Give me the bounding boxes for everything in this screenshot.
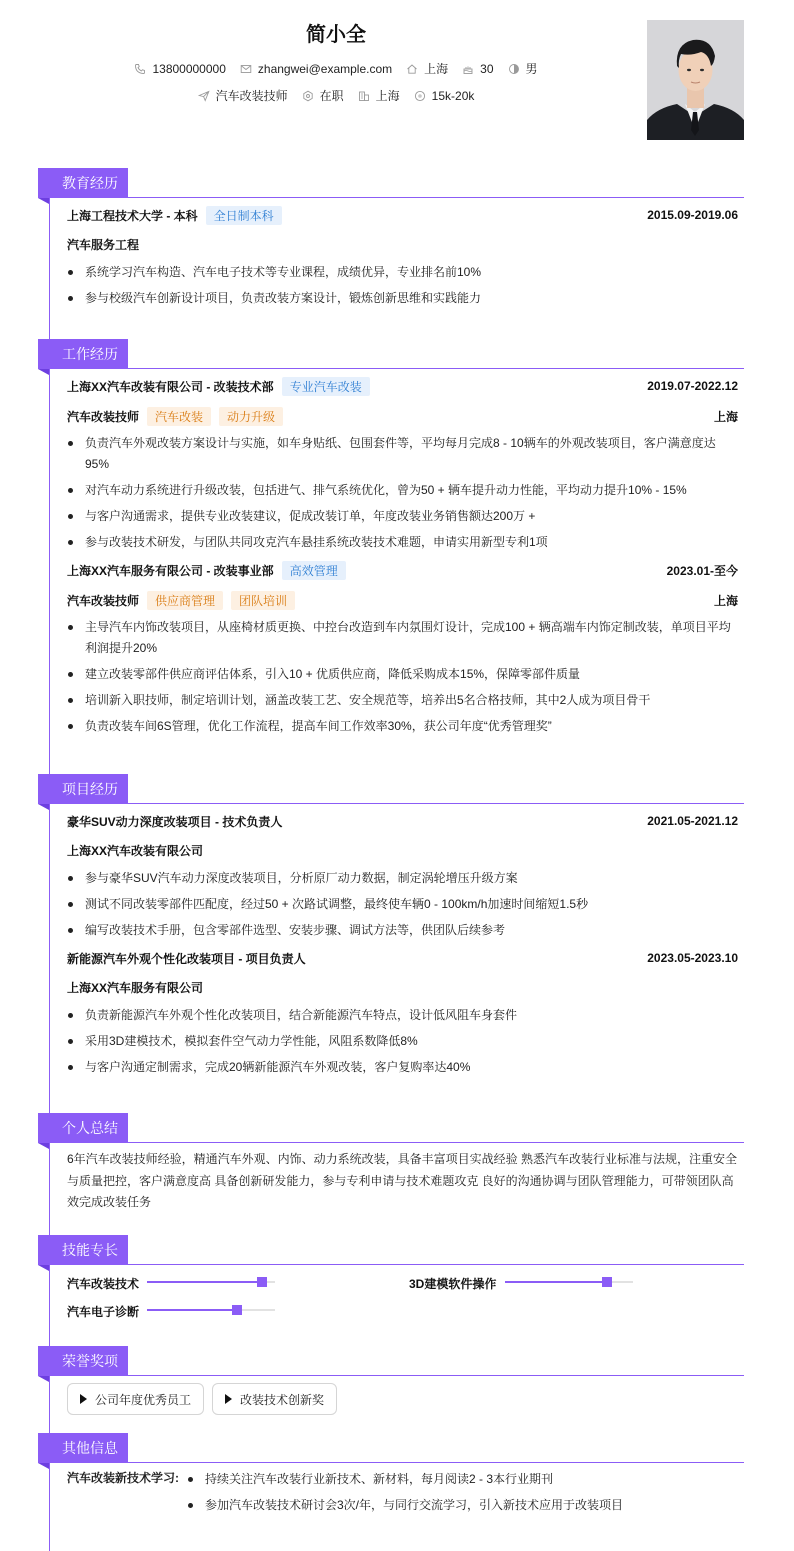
company-name: 上海XX汽车改装有限公司 - 改装技术部 [67,379,274,394]
company-name: 上海XX汽车服务有限公司 - 改装事业部 [67,563,274,578]
role-tag: 供应商管理 [147,591,223,610]
list-item: 参加汽车改装技术研讨会3次/年，与同行交流学习，引入新技术应用于改装项目 [187,1495,623,1515]
status-item [302,87,344,104]
list-item: 参与豪华SUV汽车动力深度改装项目，分析原厂动力数据，制定涡轮增压升级方案 [67,868,738,889]
project-date: 2023.05-2023.10 [647,951,738,965]
candidate-name: 简小全 [306,24,366,46]
other-info-row [67,1469,738,1521]
list-item: 系统学习汽车构造、汽车电子技术等专业课程，成绩优异，专业排名前10% [67,262,738,283]
education-date: 2015.09-2019.06 [647,208,738,222]
section-header [38,339,744,369]
profile-photo [647,20,744,140]
section-header [38,1113,744,1143]
award-label: 公司年度优秀员工 [95,1392,192,1407]
work-location: 上海 [713,409,738,424]
company-tag: 高效管理 [282,561,346,580]
skill-item [409,1275,496,1292]
position-text: 汽车改装技师 [215,89,288,103]
age-item [462,62,493,76]
skill-level-knob [602,1277,612,1287]
project-company: 上海XX汽车改装有限公司 [67,844,204,858]
project-item [38,804,744,941]
home-icon [406,63,418,75]
email-item [240,62,392,76]
other-list [187,1469,623,1521]
section-header [38,1235,744,1265]
award-badge [67,1383,204,1415]
list-item: 对汽车动力系统进行升级改装，包括进气、排气系统优化，曾为50 + 辆车提升动力性能，平均动力提升10% - 15% [67,480,738,501]
send-icon [198,90,210,102]
section-title: 荣誉奖项 [38,1346,128,1376]
skill-item [67,1303,139,1320]
awards-section [38,1346,744,1415]
work-date: 2019.07-2022.12 [647,379,738,393]
list-item: 测试不同改装零部件匹配度，经过50 + 次路试调整，最终使车辆0 - 100km/h加速时间缩短1.5秒 [67,894,738,915]
job-intent-row [0,87,672,104]
list-item: 持续关注汽车改装行业新技术、新材料，每月阅读2 - 3本行业期刊 [187,1469,623,1489]
summary-section [38,1113,744,1214]
salary-item [414,89,475,103]
contact-row [0,60,672,77]
section-title: 其他信息 [38,1433,128,1463]
play-triangle-icon [80,1394,87,1404]
award-badge [212,1383,337,1415]
project-bullets [67,1005,738,1078]
school-name: 上海工程技术大学 - 本科 [67,208,198,223]
work-bullets [67,433,738,553]
list-item: 主导汽车内饰改装项目，从座椅材质更换、中控台改造到车内氛围灯设计，完成100 + 辆高端车内饰定制改装，单项目平均利润提升20% [67,617,738,659]
skill-level-knob [232,1305,242,1315]
skill-name: 汽车改装技术 [67,1277,140,1291]
work-section [38,339,744,742]
award-label: 改装技术创新奖 [240,1392,325,1407]
project-item [38,946,744,1078]
section-header [38,1433,744,1463]
skill-level-bar [147,1305,275,1315]
other-section [38,1433,744,1521]
work-location: 上海 [713,593,738,608]
role-name: 汽车改装技师 [67,409,140,424]
mail-icon [240,63,252,75]
section-title: 工作经历 [38,339,128,369]
building-icon [358,90,370,102]
age-text: 30 [480,61,494,76]
work-city-item [358,87,400,104]
resume-header [0,0,794,150]
skill-name: 汽车电子诊断 [67,1305,140,1319]
list-item: 参与改装技术研发，与团队共同攻克汽车悬挂系统改装技术难题，申请实用新型专利1项 [67,532,738,553]
project-company: 上海XX汽车服务有限公司 [67,981,204,995]
role-tag: 汽车改装 [147,407,211,426]
gender-item [508,60,538,77]
skill-item [67,1275,139,1292]
gender-text: 男 [525,62,538,76]
list-item: 采用3D建模技术，模拟套件空气动力学性能，风阻系数降低8% [67,1031,738,1052]
role-tag: 团队培训 [231,591,295,610]
work-bullets [67,617,738,737]
role-tag: 动力升级 [219,407,283,426]
list-item: 培训新入职技师，制定培训计划，涵盖改装工艺、安全规范等，培养出5名合格技师，其中2人成为项目骨干 [67,690,738,711]
skill-level-bar [505,1277,633,1287]
skills-section [38,1235,744,1325]
section-title: 技能专长 [38,1235,128,1265]
education-tag: 全日制本科 [206,206,282,225]
education-bullets [67,262,738,309]
section-title: 项目经历 [38,774,128,804]
age-icon [462,63,474,75]
salary-text: 15k-20k [431,88,475,103]
play-triangle-icon [225,1394,232,1404]
list-item: 负责汽车外观改装方案设计与实施，如车身贴纸、包围套件等，平均每月完成8 - 10辆车的外观改装项目，客户满意度达95% [67,433,738,475]
other-label: 汽车改装新技术学习: [67,1471,179,1485]
phone-icon [134,63,146,75]
list-item: 建立改装零部件供应商评估体系，引入10 + 优质供应商，降低采购成本15%，保障零部件质量 [67,664,738,685]
awards-list [67,1383,738,1415]
education-section [38,168,744,314]
gender-icon [508,63,520,75]
list-item: 参与校级汽车创新设计项目，负责改装方案设计，锻炼创新思维和实践能力 [67,288,738,309]
list-item: 负责改装车间6S管理，优化工作流程，提高车间工作效率30%，获公司年度“优秀管理奖” [67,716,738,737]
status-icon [302,90,314,102]
project-date: 2021.05-2021.12 [647,814,738,828]
section-header [38,168,744,198]
skill-level-knob [257,1277,267,1287]
position-item [198,87,288,104]
city-text: 上海 [424,62,449,76]
work-date: 2023.01-至今 [666,563,738,578]
section-header [38,774,744,804]
project-name: 豪华SUV动力深度改装项目 - 技术负责人 [67,814,283,829]
skill-level-bar [147,1277,275,1287]
city-item [406,60,448,77]
role-name: 汽车改装技师 [67,593,140,608]
email-text: zhangwei@example.com [257,61,393,76]
company-tag: 专业汽车改装 [282,377,370,396]
skills-list [38,1265,744,1325]
work-item [38,369,744,553]
education-item [38,198,744,309]
section-header [38,1346,744,1376]
phone-item [134,62,225,76]
project-name: 新能源汽车外观个性化改装项目 - 项目负责人 [67,951,306,966]
list-item: 编写改装技术手册，包含零部件选型、安装步骤、调试方法等，供团队后续参考 [67,920,738,941]
phone-text: 13800000000 [152,61,226,76]
section-title: 教育经历 [38,168,128,198]
project-bullets [67,868,738,941]
major-name: 汽车服务工程 [67,238,140,252]
projects-section [38,774,744,1083]
list-item: 负责新能源汽车外观个性化改装项目，结合新能源汽车特点，设计低风阻车身套件 [67,1005,738,1026]
list-item: 与客户沟通定制需求，完成20辆新能源汽车外观改装，客户复购率达40% [67,1057,738,1078]
work-city-text: 上海 [375,89,400,103]
skill-name: 3D建模软件操作 [409,1277,497,1291]
work-item [38,558,744,737]
salary-icon [414,90,426,102]
summary-text: 6年汽车改装技师经验，精通汽车外观、内饰、动力系统改装，具备丰富项目实战经验 熟悉汽车改装行业标准与法规，注重安全与质量把控，客户满意度高 具备创新研发能力，参与专利申请与技术难题攻克 良好的沟通协调与团队管理能力，可带领团队高效完成改装任务 [67,1152,738,1209]
list-item: 与客户沟通需求，提供专业改装建议，促成改装订单，年度改装业务销售额达200万 + [67,506,738,527]
section-title: 个人总结 [38,1113,128,1143]
status-text: 在职 [319,89,344,103]
